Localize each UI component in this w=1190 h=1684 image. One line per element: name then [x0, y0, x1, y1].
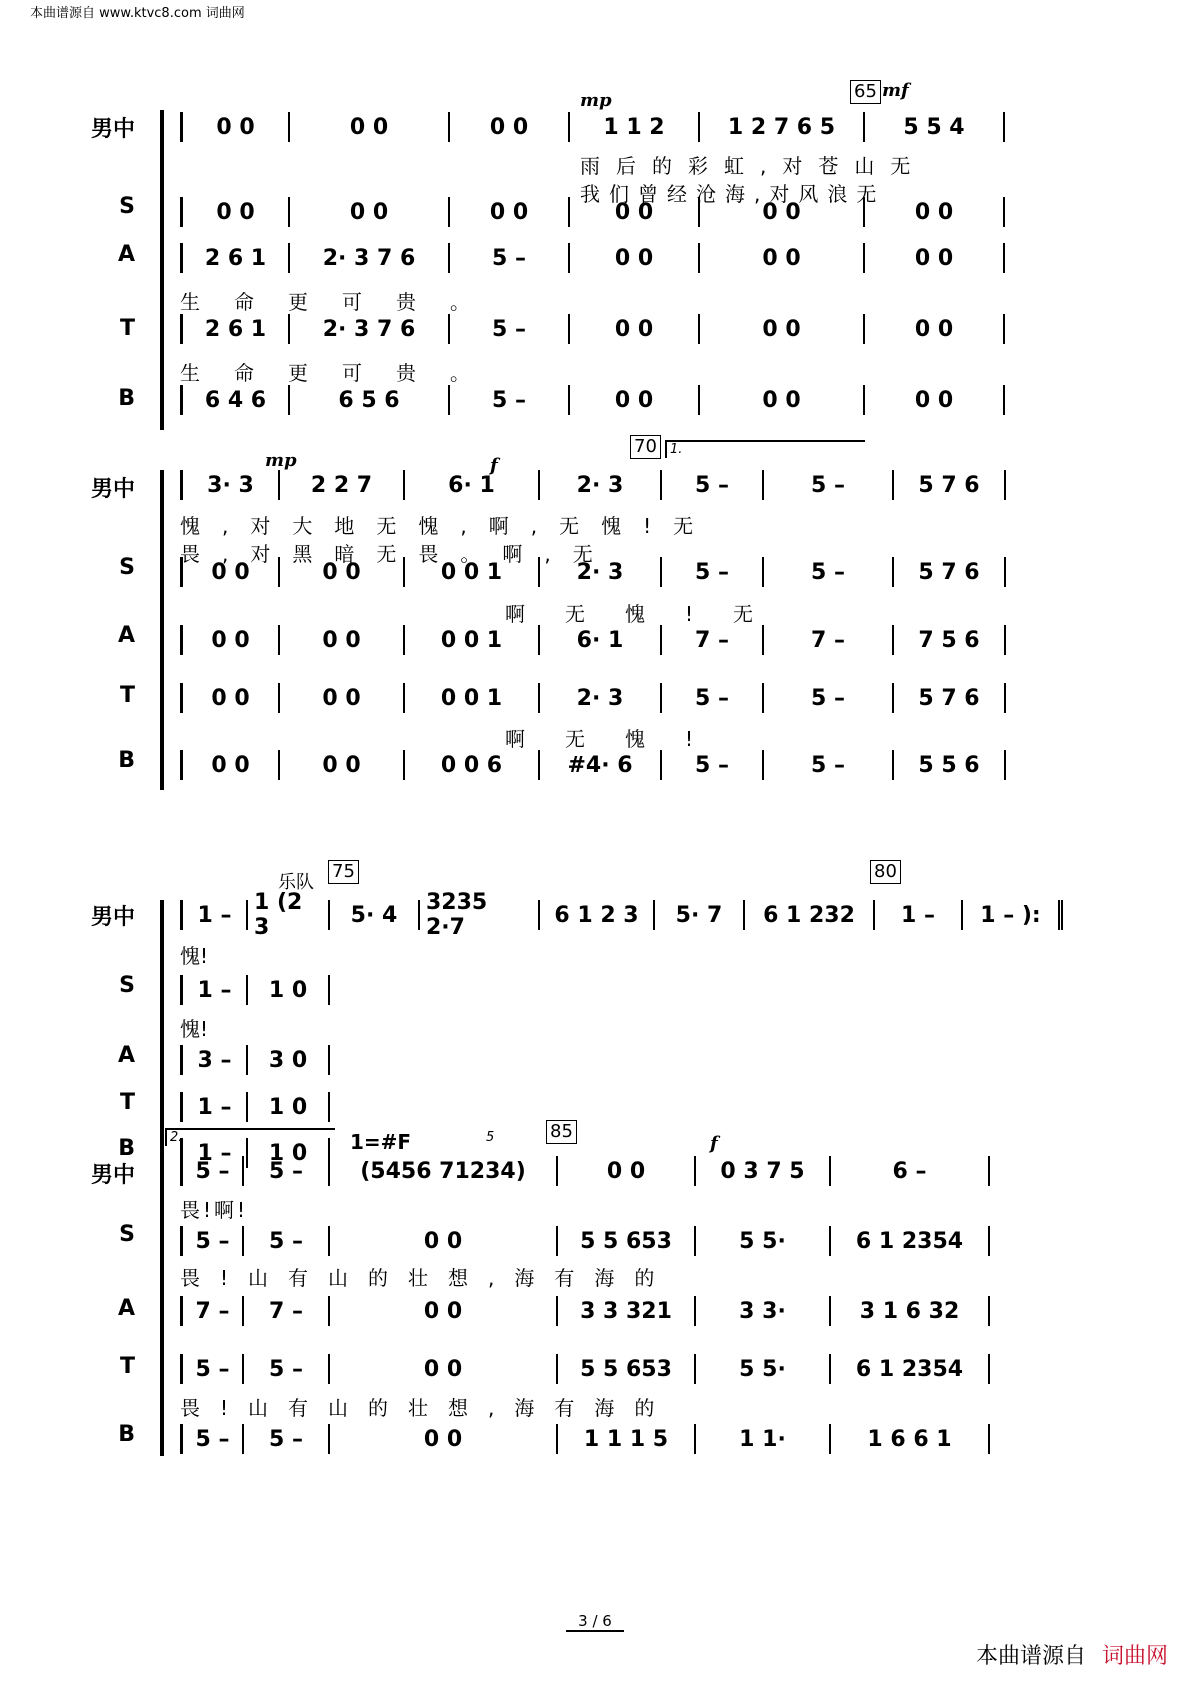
measure: 5 – [764, 557, 894, 587]
measure: 5 – [244, 1424, 330, 1454]
measure: 0 0 [280, 683, 405, 713]
measure: 2· 3 7 6 [290, 243, 450, 273]
measure: (5456 71234) [330, 1156, 558, 1186]
measure: 6 1 232 [745, 900, 875, 930]
measure: 3 3· [696, 1296, 831, 1326]
measure: 2· 3 [540, 683, 662, 713]
measure: 6 1 2354 [831, 1226, 990, 1256]
staff-row [180, 1424, 990, 1454]
footer-source [976, 1639, 1168, 1670]
measure: 0 0 [700, 243, 865, 273]
lyrics-line: 愧! [180, 1017, 209, 1041]
measure: 5 – [764, 683, 894, 713]
staff-row [180, 625, 1006, 655]
measure: 5 – [180, 1156, 244, 1186]
lyrics-line: 我们曾经沧海,对风浪无 [580, 182, 886, 206]
rehearsal-mark: 80 [870, 860, 901, 884]
measure: 2· 3 [540, 557, 662, 587]
staff-label: S [119, 555, 135, 580]
staff-row [180, 243, 1005, 273]
measure: 6· 1 [540, 625, 662, 655]
staff-row [180, 1045, 330, 1075]
measure: 0 0 [865, 197, 1005, 227]
lyrics-line: 愧,对大地无愧,啊,无愧!无 [180, 514, 716, 538]
system-brace [160, 1156, 174, 1456]
measure: 0 0 1 [405, 683, 540, 713]
lyrics-line: 生命更可贵。 [180, 361, 504, 385]
measure: 0 0 [180, 750, 280, 780]
measure: 6 1 2354 [831, 1354, 990, 1384]
lyrics-line: 愧! [180, 944, 209, 968]
measure: 5 5· [696, 1226, 831, 1256]
measure: 1 0 [248, 1092, 330, 1122]
measure: 5 – [662, 683, 764, 713]
measure: 5· 7 [655, 900, 745, 930]
staff-label: S [119, 973, 135, 998]
measure: 2· 3 7 6 [290, 314, 450, 344]
measure: 0 0 1 [405, 557, 540, 587]
measure: 2· 3 [540, 470, 662, 500]
measure: 0 0 6 [405, 750, 540, 780]
measure: 0 0 [330, 1226, 558, 1256]
measure: 5· 4 [330, 900, 420, 930]
measure: 5 7 6 [894, 683, 1006, 713]
measure: 5 – [244, 1156, 330, 1186]
measure: 0 0 [180, 683, 280, 713]
staff-row [180, 750, 1006, 780]
rehearsal-mark: 70 [630, 435, 661, 459]
measure: 1 – [180, 900, 248, 930]
measure: 1 6 6 1 [831, 1424, 990, 1454]
lyrics-line: 啊无愧! [505, 727, 734, 751]
measure: 6 4 6 [180, 385, 290, 415]
measure: 7 – [662, 625, 764, 655]
staff-row [180, 890, 1063, 940]
measure: 0 0 [280, 625, 405, 655]
measure: 5 – [180, 1424, 244, 1454]
source-header: 本曲谱源自 www.ktvc8.com 词曲网 [30, 6, 245, 21]
staff-label: 男中 [90, 117, 135, 142]
staff-row [180, 557, 1006, 587]
staff-label: 男中 [90, 905, 135, 930]
measure: 6 5 6 [290, 385, 450, 415]
volta-bracket: 2. [165, 1128, 335, 1146]
staff-label: A [117, 1296, 135, 1321]
measure: 5 – [244, 1354, 330, 1384]
measure: 5 – [450, 385, 570, 415]
rehearsal-mark: 65 [850, 80, 881, 104]
measure: 0 0 [180, 557, 280, 587]
measure: 0 0 [280, 557, 405, 587]
measure: 1 0 [248, 1138, 330, 1168]
staff-row [180, 470, 1006, 500]
lyrics-line: 啊无愧!无 [505, 602, 794, 626]
system-brace [160, 110, 174, 430]
staff-row [180, 314, 1005, 344]
measure: 5 – [662, 470, 764, 500]
measure: 5 7 6 [894, 557, 1006, 587]
staff-row [180, 683, 1006, 713]
footer-brand: 词曲网 [1101, 1644, 1168, 1669]
staff-label: T [119, 1354, 135, 1379]
measure: 7 5 6 [894, 625, 1006, 655]
system-brace [160, 470, 174, 790]
dynamic-mark: f [490, 455, 498, 476]
staff-label: T [119, 683, 135, 708]
staff-label: B [118, 1422, 135, 1447]
staff-row [180, 385, 1005, 415]
staff-label: T [119, 1090, 135, 1115]
measure: 0 0 [330, 1424, 558, 1454]
measure: 0 0 [570, 314, 700, 344]
system-brace [160, 900, 174, 1190]
rehearsal-mark: 75 [328, 860, 359, 884]
band-label: 乐队 [278, 872, 314, 893]
measure: 5 5· [696, 1354, 831, 1384]
measure: 1 0 [248, 975, 330, 1005]
page-number: 3 / 6 [0, 1612, 1190, 1630]
lyrics-line: 生命更可贵。 [180, 290, 504, 314]
measure: 1 – [180, 975, 248, 1005]
staff-label: T [119, 316, 135, 341]
measure: 1 1· [696, 1424, 831, 1454]
measure: 5 – [450, 243, 570, 273]
measure: 0 0 [865, 314, 1005, 344]
measure: 5 5 653 [558, 1226, 696, 1256]
measure: 0 0 [290, 112, 450, 142]
tuplet-mark: 5 [486, 1130, 495, 1145]
measure: 0 3 7 5 [696, 1156, 831, 1186]
measure: 0 0 [280, 750, 405, 780]
measure: 3 1 6 32 [831, 1296, 990, 1326]
measure: 0 0 [180, 197, 290, 227]
measure: 0 0 [180, 112, 290, 142]
measure: 5 – [244, 1226, 330, 1256]
dynamic-mark: mf [882, 80, 909, 101]
staff-label: S [119, 194, 135, 219]
measure: 0 0 1 [405, 625, 540, 655]
measure: 6 1 2 3 [540, 900, 655, 930]
measure: 6 – [831, 1156, 990, 1186]
measure: 5 – [764, 750, 894, 780]
measure: 0 0 [180, 625, 280, 655]
lyrics-line: 畏!啊! [180, 1198, 249, 1222]
measure: 1 2 7 6 5 [700, 112, 865, 142]
key-signature: 1=#F [350, 1130, 412, 1154]
measure: 7 – [180, 1296, 244, 1326]
measure: 0 0 [290, 197, 450, 227]
measure: 2 2 7 [280, 470, 405, 500]
measure: 5 – [450, 314, 570, 344]
measure: 1 1 1 5 [558, 1424, 696, 1454]
measure: 5 5 6 [894, 750, 1006, 780]
footer-source-text: 本曲谱源自 [975, 1644, 1086, 1669]
measure: 0 0 [570, 243, 700, 273]
measure: 1 – ): [963, 900, 1063, 930]
staff-label: 男中 [90, 1163, 135, 1188]
measure: 3 0 [248, 1045, 330, 1075]
measure: 6· 1 [405, 470, 540, 500]
lyrics-line: 畏,对黑暗无畏。啊,无 [180, 542, 615, 566]
measure: 1 (2 3 [248, 900, 330, 930]
measure: 0 0 [700, 314, 865, 344]
measure: 3 – [180, 1045, 248, 1075]
measure: 5 7 6 [894, 470, 1006, 500]
dynamic-mark: mp [580, 90, 612, 111]
measure: 1 – [180, 1092, 248, 1122]
staff-row [180, 1354, 990, 1384]
staff-label: B [118, 1136, 135, 1161]
measure: 2 6 1 [180, 243, 290, 273]
measure: 3235 2·7 [420, 900, 540, 930]
measure: 1 1 2 [570, 112, 700, 142]
staff-label: B [118, 386, 135, 411]
staff-row [180, 1226, 990, 1256]
measure: 5 – [662, 750, 764, 780]
measure: 0 0 [330, 1296, 558, 1326]
staff-label: A [117, 623, 135, 648]
dynamic-mark: mp [265, 450, 297, 471]
rehearsal-mark: 85 [546, 1120, 577, 1144]
measure: 5 5 4 [865, 112, 1005, 142]
measure: 0 0 [570, 197, 700, 227]
measure: 0 0 [865, 243, 1005, 273]
staff-label: A [117, 1043, 135, 1068]
measure: 5 – [180, 1354, 244, 1384]
staff-row [180, 197, 1005, 227]
staff-row [180, 1092, 330, 1122]
measure: 0 0 [450, 197, 570, 227]
staff-label: B [118, 748, 135, 773]
dynamic-mark: f [710, 1133, 718, 1154]
staff-row [180, 975, 330, 1005]
measure: #4· 6 [540, 750, 662, 780]
measure: 0 0 [700, 197, 865, 227]
staff-label: A [117, 242, 135, 267]
measure: 2 6 1 [180, 314, 290, 344]
staff-label: S [119, 1222, 135, 1247]
measure: 5 – [180, 1226, 244, 1256]
measure: 3· 3 [180, 470, 280, 500]
measure: 0 0 [570, 385, 700, 415]
measure: 5 – [662, 557, 764, 587]
staff-row [180, 1156, 990, 1186]
volta-bracket: 1. [665, 440, 865, 458]
lyrics-line: 畏!山有山的壮想,海有海的 [180, 1396, 675, 1420]
measure: 7 – [244, 1296, 330, 1326]
lyrics-line: 雨后的彩虹,对苍山无 [580, 154, 927, 178]
measure: 0 0 [450, 112, 570, 142]
lyrics-line: 畏!山有山的壮想,海有海的 [180, 1266, 675, 1290]
measure: 1 – [875, 900, 963, 930]
staff-row [180, 112, 1005, 142]
measure: 0 0 [330, 1354, 558, 1384]
measure: 7 – [764, 625, 894, 655]
measure: 1 – [180, 1138, 248, 1168]
measure: 0 0 [865, 385, 1005, 415]
measure: 5 5 653 [558, 1354, 696, 1384]
staff-row [180, 1296, 990, 1326]
staff-label: 男中 [90, 477, 135, 502]
measure: 5 – [764, 470, 894, 500]
measure: 0 0 [558, 1156, 696, 1186]
measure: 0 0 [700, 385, 865, 415]
measure: 3 3 321 [558, 1296, 696, 1326]
